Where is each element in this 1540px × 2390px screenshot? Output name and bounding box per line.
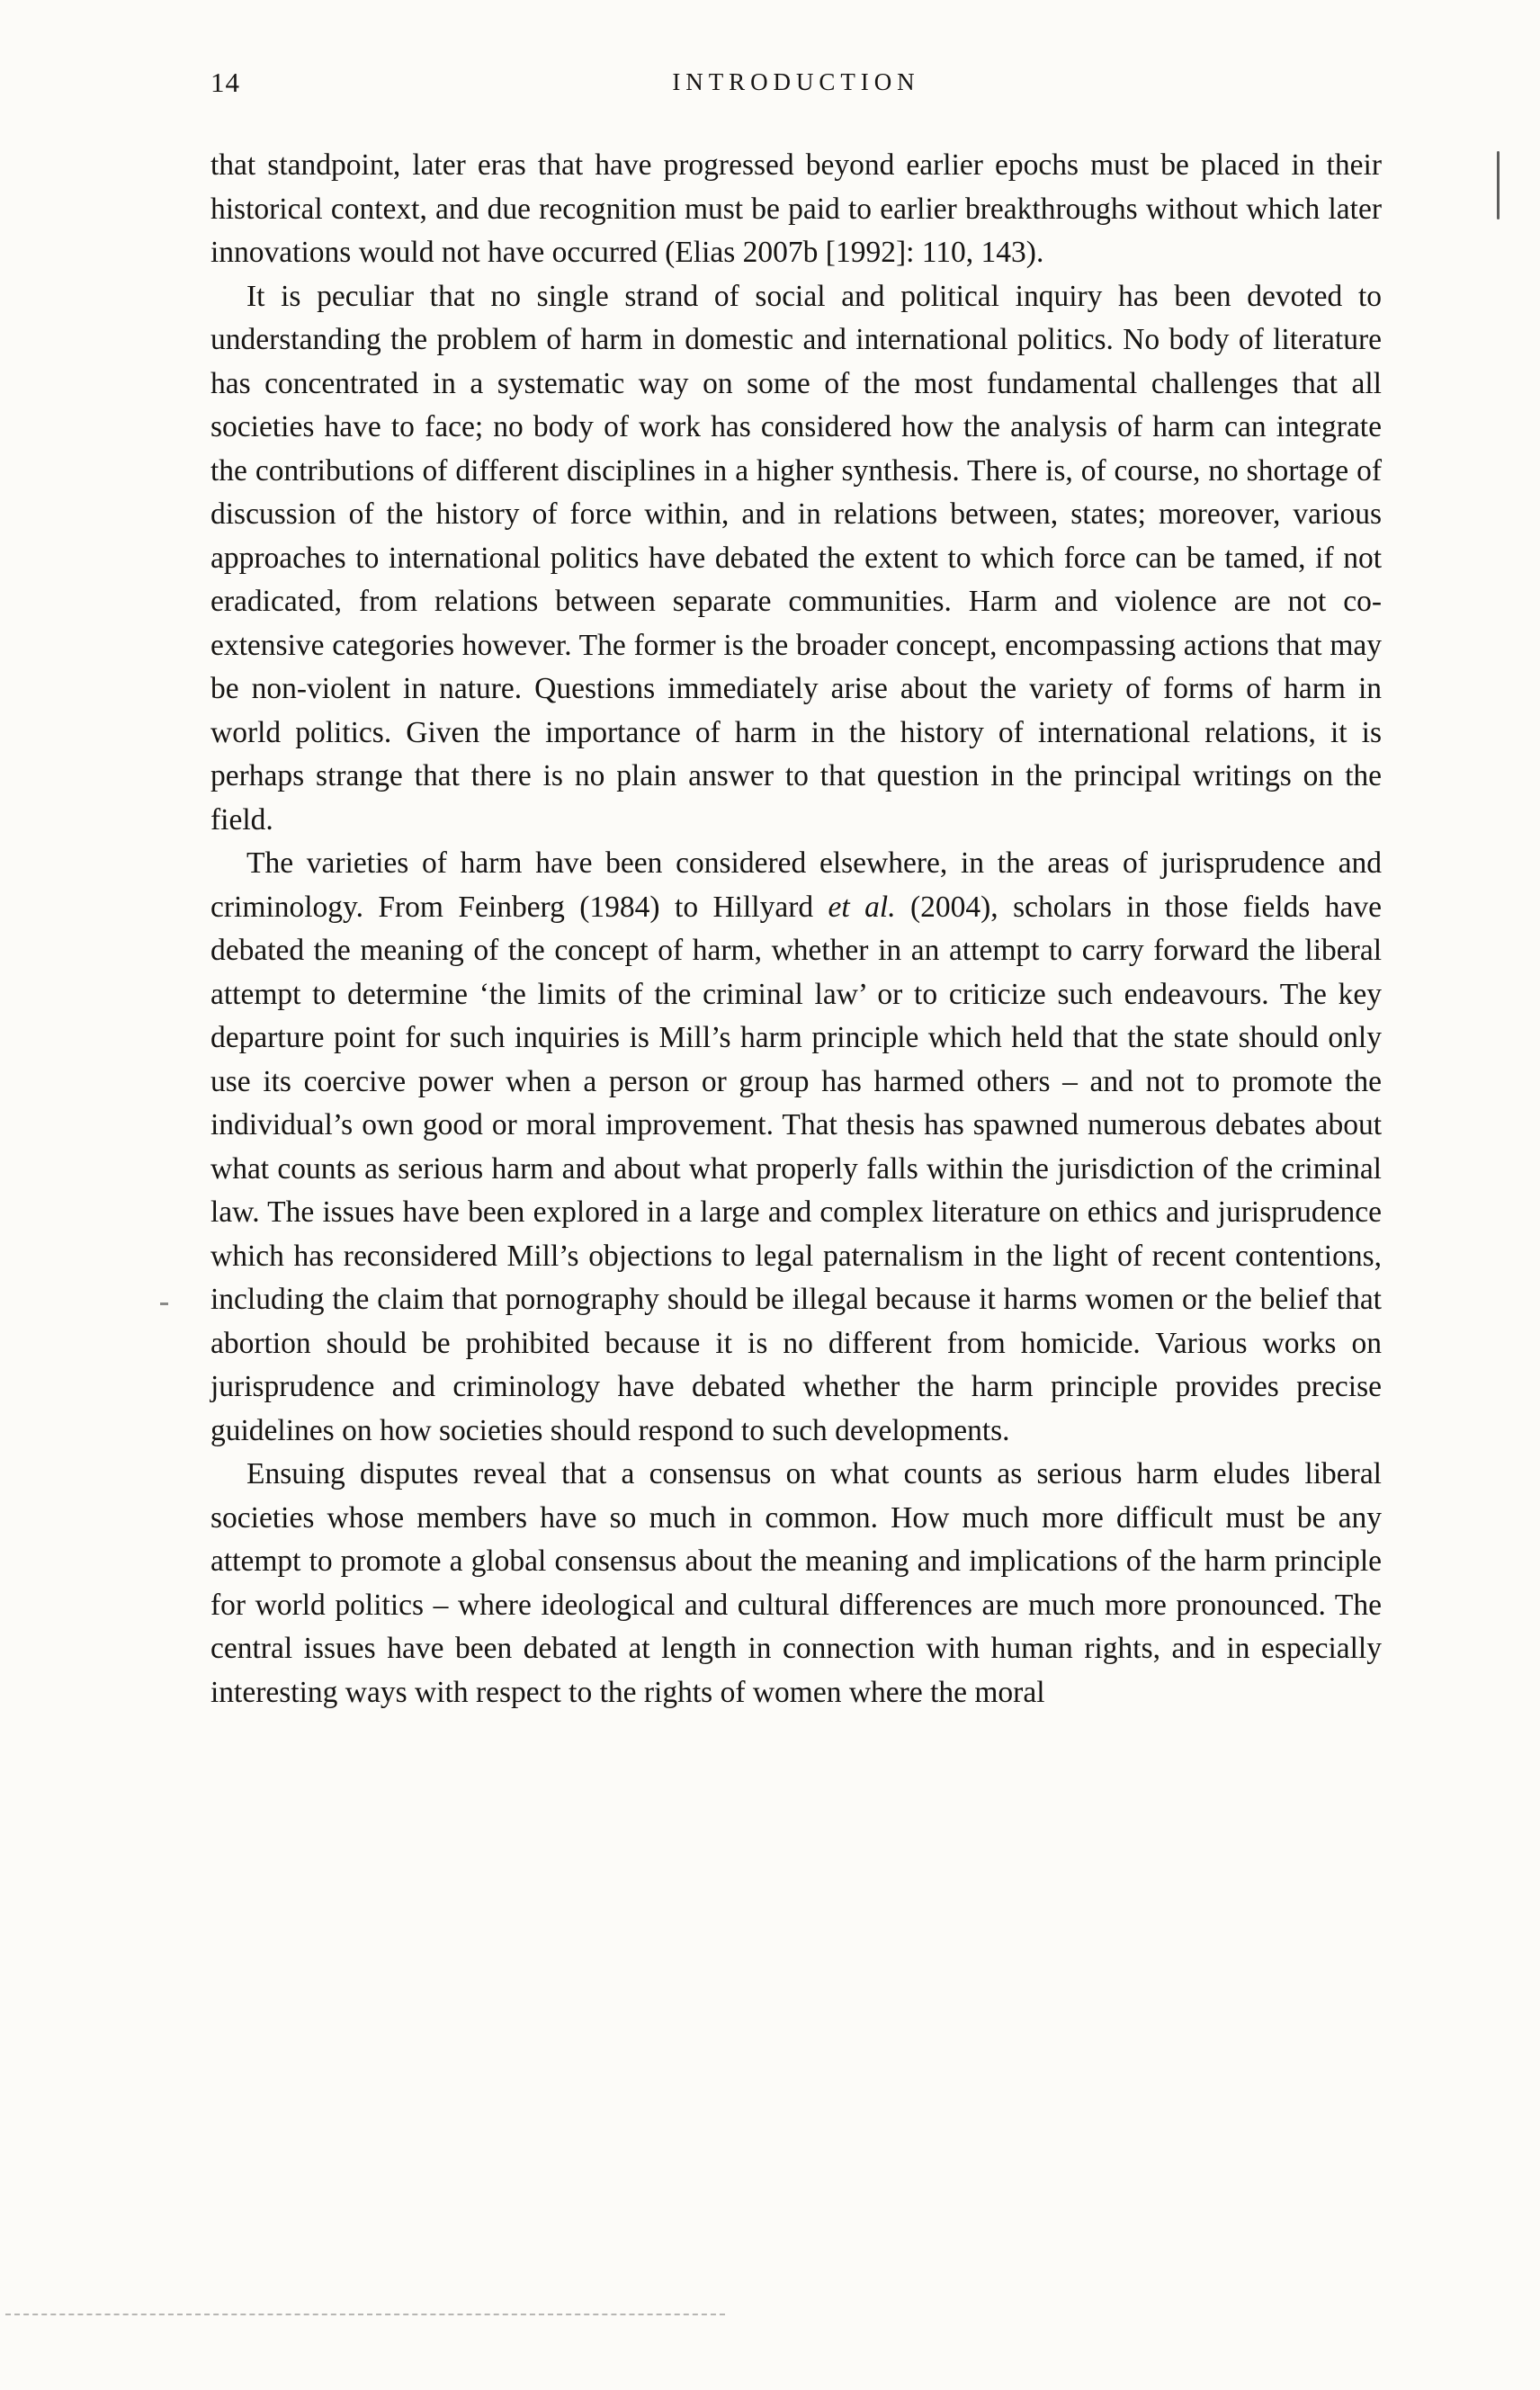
paragraph [210, 144, 1382, 275]
body-text: It is peculiar that no single strand of social and political inquiry has been devoted to understanding the problem of harm in domestic and international politics. No body of literature has concentrated in a systematic way on some of the most fundamental challenges that all societies have to face; no body of work has considered how the analysis of harm can integrate the contributions of different disciplines in a higher synthesis. There is, of course, no shortage of discussion of the history of force within, and in relations between, states; moreover, various approaches to international politics have debated the extent to which force can be tamed, if not eradicated, from relations between separate communities. Harm and violence are not co-extensive categories however. The former is the broader concept, encompassing actions that may be non-violent in nature. Questions immediately arise about the variety of forms of harm in world politics. Given the importance of harm in the history of international relations, it is perhaps strange that there is no plain answer to that question in the principal writings on the field. [210, 279, 1382, 837]
paragraph [210, 275, 1382, 843]
running-header-title: INTRODUCTION [672, 68, 920, 95]
scan-artifact-vertical-line [1497, 151, 1500, 219]
body-text: Ensuing disputes reveal that a consensus on what counts as serious harm eludes liberal societies whose members have so much in common. How much more difficult must be any attempt to promote a global consensus about the meaning and implications of the harm principle for world politics – where ideological and cultural differences are much more pronounced. The central issues have been debated at length in connection with human rights, and in especially interesting ways with respect to the rights of women where the moral [210, 1457, 1382, 1709]
running-header [210, 67, 1382, 103]
scan-artifact-speck [160, 1302, 168, 1305]
body-text: (2004), scholars in those fields have debated the meaning of the concept of harm, whether in an attempt to carry forward the liberal attempt to determine ‘the limits of the criminal law’ or to criticize such endeavours. The key departure point for such inquiries is Mill’s harm principle which held that the state should only use its coercive power when a person or group has harmed others – and not to promote the individual’s own good or moral improvement. That thesis has spawned numerous debates about what counts as serious harm and about what properly falls within the jurisdiction of the criminal law. The issues have been explored in a large and complex literature on ethics and jurisprudence which has reconsidered Mill’s objections to legal paternalism in the light of recent contentions, including the claim that pornography should be illegal because it harms women or the belief that abortion should be prohibited because it is no different from homicide. Various works on jurisprudence and criminology have debated whether the harm principle provides precise guidelines on how societies should respond to such developments. [210, 890, 1382, 1447]
body-text: The varieties of harm have been considered elsewhere, in the areas of jurisprudence and criminology. From Feinberg (1984) to Hillyard [210, 846, 1382, 924]
italic-text: et al. [828, 890, 896, 924]
paragraph [210, 1453, 1382, 1714]
text-block [210, 144, 1382, 1714]
body-text: that standpoint, later eras that have progressed beyond earlier epochs must be placed in their historical context, and due recognition must be paid to earlier breakthroughs without which later innovations would not have occurred (Elias 2007b [1992]: 110, 143). [210, 148, 1382, 269]
paragraph [210, 842, 1382, 1453]
page-number: 14 [210, 67, 240, 98]
scan-artifact-dashed-line [5, 2314, 725, 2315]
